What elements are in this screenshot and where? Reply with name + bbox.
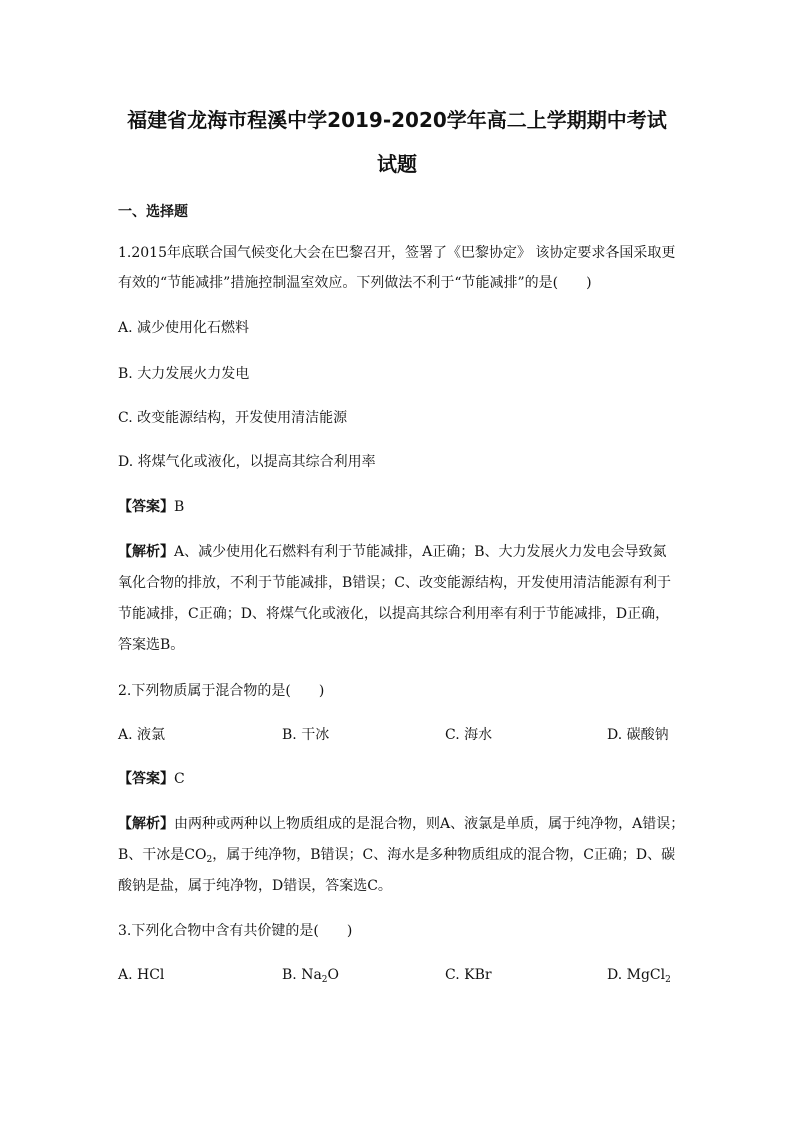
q2-stem: 2.下列物质属于混合物的是( ) <box>118 683 325 699</box>
q1-option-a: A. 减少使用化石燃料 <box>118 320 250 336</box>
q1-analysis-line4: 答案选B。 <box>118 637 185 653</box>
q1-analysis-line3: 节能减排，C正确；D、将煤气化或液化，以提高其综合利用率有利于节能减排，D正确， <box>118 606 670 622</box>
q1-answer <box>118 497 678 517</box>
q3-option-b: B. $Na_2O$ <box>282 967 340 985</box>
q2-option-a: A. 液氯 <box>118 727 166 743</box>
analysis-label: 【解析】 <box>118 816 174 832</box>
answer-value: C <box>174 771 185 787</box>
subscript: 2 <box>206 855 213 865</box>
q1-stem-line2: 有效的“节能减排”措施控制温室效应。下列做法不利于“节能减排”的是( ) <box>118 275 592 291</box>
analysis-text: B、干冰是CO <box>118 847 207 863</box>
q1-option-d: D. 将煤气化或液化，以提高其综合利用率 <box>118 454 376 470</box>
page-title-line2: 试题 <box>377 152 417 176</box>
q1-option-b: B. 大力发展火力发电 <box>118 366 250 382</box>
analysis-label: 【解析】 <box>118 544 174 560</box>
q1-analysis-line1 <box>118 542 678 562</box>
q2-answer <box>118 769 678 789</box>
q2-option-d: D. 碳酸钠 <box>607 727 669 743</box>
analysis-text: A、减少使用化石燃料有利于节能减排，A正确；B、大力发展火力发电会导致氮 <box>174 544 667 560</box>
analysis-text: 由两种或两种以上物质组成的是混合物，则A、液氯是单质，属于纯净物，A错误； <box>174 816 685 832</box>
q3-option-c: C. KBr <box>445 967 492 983</box>
q1-stem-line1: 1.2015年底联合国气候变化大会在巴黎召开，签署了《巴黎协定》 该协定要求各国采取更 <box>118 245 676 261</box>
q2-analysis-line3: 酸钠是盐，属于纯净物，D错误，答案选C。 <box>118 878 392 894</box>
q1-option-c: C. 改变能源结构，开发使用清洁能源 <box>118 410 348 426</box>
q2-analysis-line1 <box>118 814 685 834</box>
analysis-text: ，属于纯净物，B错误；C、海水是多种物质组成的混合物，C正确；D、碳 <box>212 847 676 863</box>
page-title: 福建省龙海市程溪中学2019-2020学年高二上学期期中考试 <box>127 108 667 132</box>
q3-stem: 3.下列化合物中含有共价键的是( ) <box>118 923 353 939</box>
answer-label: 【答案】 <box>118 499 174 515</box>
q3-option-d: D. MgCl$_2$ <box>607 967 671 985</box>
q2-option-b: B. 干冰 <box>282 727 330 743</box>
q3-option-a: A. HCl <box>118 967 165 983</box>
q2-analysis-line2 <box>118 845 678 865</box>
q2-option-c: C. 海水 <box>445 727 493 743</box>
answer-value: B <box>174 499 185 515</box>
answer-label: 【答案】 <box>118 771 174 787</box>
section-heading: 一、选择题 <box>118 204 188 220</box>
q1-analysis-line2: 氧化合物的排放，不利于节能减排，B错误；C、改变能源结构，开发使用清洁能源有利于 <box>118 575 671 591</box>
